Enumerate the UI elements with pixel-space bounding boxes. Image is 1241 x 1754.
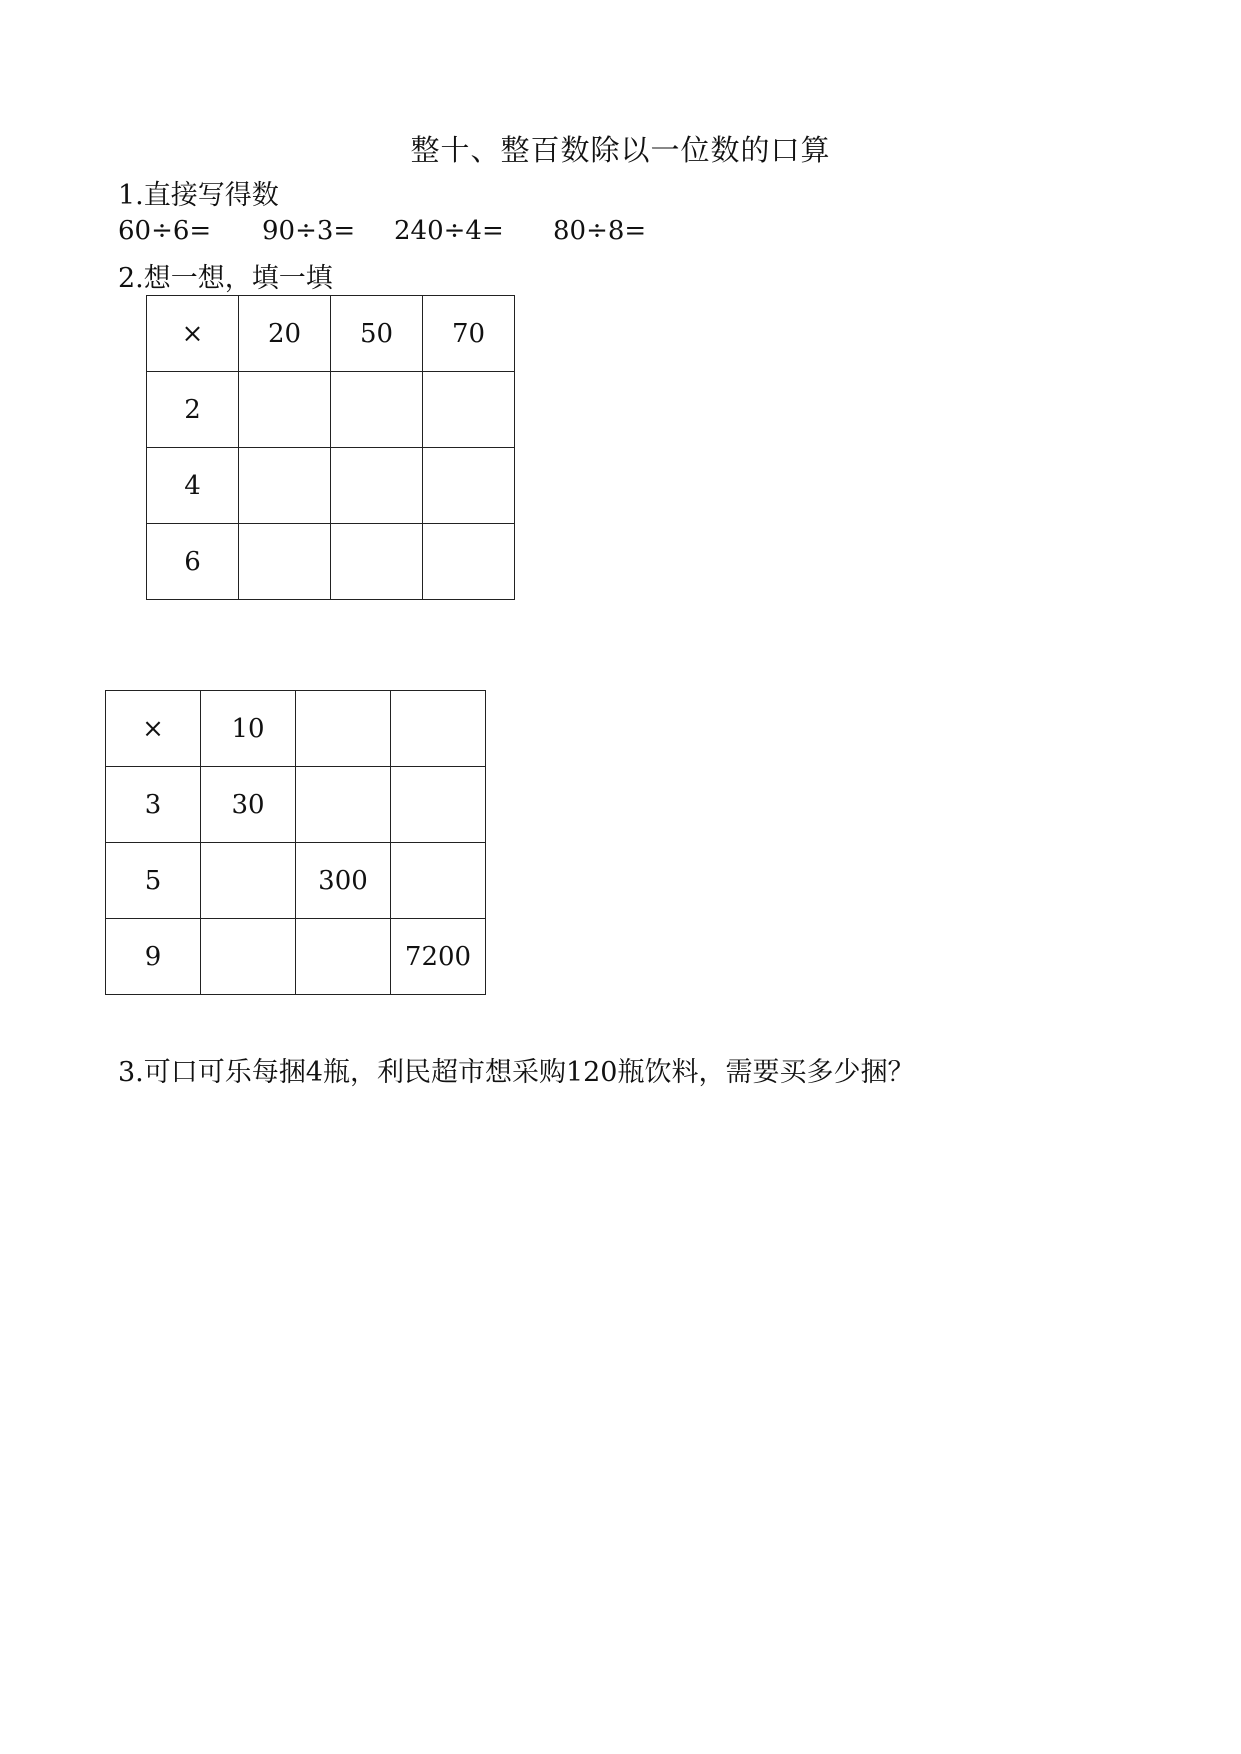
answer-cell[interactable] bbox=[201, 843, 296, 919]
equation-2: 90÷3= bbox=[262, 216, 356, 246]
table-cell: 10 bbox=[201, 691, 296, 767]
question-2-label: 2.想一想，填一填 bbox=[118, 263, 333, 294]
answer-cell[interactable] bbox=[296, 919, 391, 995]
answer-cell[interactable] bbox=[201, 919, 296, 995]
table-row bbox=[106, 691, 486, 767]
table-cell: 2 bbox=[147, 372, 239, 448]
answer-cell[interactable] bbox=[296, 767, 391, 843]
answer-cell[interactable] bbox=[331, 372, 423, 448]
multiplication-table-2 bbox=[105, 690, 486, 995]
answer-cell[interactable] bbox=[331, 448, 423, 524]
table-cell: 7200 bbox=[391, 919, 486, 995]
table-cell: 20 bbox=[239, 296, 331, 372]
answer-cell[interactable] bbox=[239, 448, 331, 524]
equation-1: 60÷6= bbox=[118, 216, 212, 246]
page-title: 整十、整百数除以一位数的口算 bbox=[410, 133, 831, 167]
table-cell: 30 bbox=[201, 767, 296, 843]
table-row bbox=[147, 448, 515, 524]
answer-cell[interactable] bbox=[331, 524, 423, 600]
answer-cell[interactable] bbox=[423, 372, 515, 448]
answer-cell[interactable] bbox=[296, 691, 391, 767]
equation-4: 80÷8= bbox=[553, 216, 647, 246]
multiplication-table-1 bbox=[146, 295, 515, 600]
answer-cell[interactable] bbox=[239, 524, 331, 600]
answer-cell[interactable] bbox=[391, 691, 486, 767]
table-cell: 5 bbox=[106, 843, 201, 919]
table-row bbox=[106, 843, 486, 919]
table-row bbox=[147, 524, 515, 600]
table-row bbox=[147, 296, 515, 372]
table-cell: × bbox=[106, 691, 201, 767]
answer-cell[interactable] bbox=[423, 448, 515, 524]
table-cell: 50 bbox=[331, 296, 423, 372]
table-row bbox=[106, 767, 486, 843]
question-1-label: 1.直接写得数 bbox=[118, 180, 279, 211]
table-row bbox=[147, 372, 515, 448]
table-cell: 4 bbox=[147, 448, 239, 524]
table-row bbox=[106, 919, 486, 995]
answer-cell[interactable] bbox=[391, 843, 486, 919]
equation-3: 240÷4= bbox=[394, 216, 504, 246]
table-cell: 9 bbox=[106, 919, 201, 995]
table-cell: 300 bbox=[296, 843, 391, 919]
answer-cell[interactable] bbox=[423, 524, 515, 600]
table-cell: 70 bbox=[423, 296, 515, 372]
table-cell: 6 bbox=[147, 524, 239, 600]
answer-cell[interactable] bbox=[239, 372, 331, 448]
answer-cell[interactable] bbox=[391, 767, 486, 843]
question-3-label: 3.可口可乐每捆4瓶，利民超市想采购120瓶饮料，需要买多少捆？ bbox=[118, 1057, 915, 1088]
table-cell: × bbox=[147, 296, 239, 372]
table-cell: 3 bbox=[106, 767, 201, 843]
